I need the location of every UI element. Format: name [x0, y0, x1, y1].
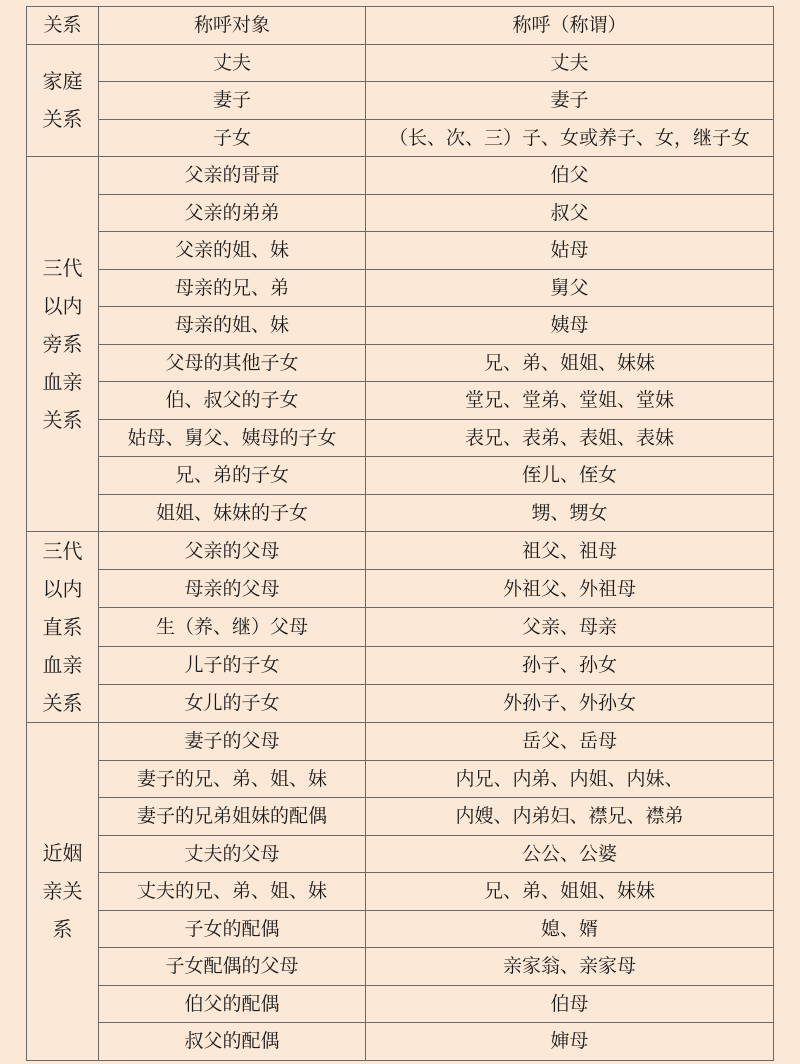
- title-cell: （长、次、三）子、女或养子、女，继子女: [366, 119, 774, 157]
- header-row: [27, 7, 774, 45]
- title-cell: 舅父: [366, 269, 774, 307]
- target-cell: 女儿的子女: [99, 684, 366, 722]
- table-row: [27, 873, 774, 911]
- table-row: [27, 835, 774, 873]
- target-cell: 伯父的配偶: [99, 985, 366, 1023]
- relation-group-label-line: 直系: [42, 615, 83, 639]
- table-row: [27, 948, 774, 986]
- title-cell: 侄儿、侄女: [366, 457, 774, 495]
- title-cell: 妻子: [366, 82, 774, 120]
- target-cell: 丈夫的兄、弟、姐、妹: [99, 873, 366, 911]
- title-cell: 丈夫: [366, 44, 774, 82]
- table-row: [27, 157, 774, 195]
- table-row: [27, 608, 774, 646]
- table-row: [27, 344, 774, 382]
- table-row: [27, 532, 774, 570]
- relation-group-label-line: 旁系: [42, 332, 83, 356]
- title-cell: 兄、弟、姐姐、妹妹: [366, 873, 774, 911]
- target-cell: 父母的其他子女: [99, 344, 366, 382]
- title-cell: 孙子、孙女: [366, 646, 774, 684]
- target-cell: 父亲的父母: [99, 532, 366, 570]
- title-cell: 外祖父、外祖母: [366, 570, 774, 608]
- relation-group-cell: [27, 44, 99, 157]
- target-cell: 母亲的姐、妹: [99, 307, 366, 345]
- target-cell: 妻子: [99, 82, 366, 120]
- target-cell: 父亲的姐、妹: [99, 232, 366, 270]
- table-row: [27, 646, 774, 684]
- target-cell: 子女的配偶: [99, 910, 366, 948]
- relation-group-label-line: 亲关: [42, 879, 83, 904]
- relation-group-label-line: 近姻: [42, 841, 83, 866]
- relation-group-label-line: 关系: [42, 408, 83, 432]
- relation-group-label-line: 家庭: [42, 69, 83, 94]
- target-cell: 丈夫: [99, 44, 366, 82]
- title-cell: 媳、婿: [366, 910, 774, 948]
- header-relation: 关系: [27, 7, 99, 45]
- relation-group-cell: [27, 723, 99, 1061]
- table-row: [27, 419, 774, 457]
- target-cell: 伯、叔父的子女: [99, 382, 366, 420]
- table-row: [27, 570, 774, 608]
- title-cell: 内嫂、内弟妇、襟兄、襟弟: [366, 798, 774, 836]
- table-header: [27, 7, 774, 45]
- target-cell: 妻子的父母: [99, 723, 366, 761]
- table-row: [27, 82, 774, 120]
- target-cell: 子女: [99, 119, 366, 157]
- target-cell: 叔父的配偶: [99, 1023, 366, 1061]
- table-row: [27, 494, 774, 532]
- title-cell: 亲家翁、亲家母: [366, 948, 774, 986]
- title-cell: 婶母: [366, 1023, 774, 1061]
- table-row: [27, 457, 774, 495]
- target-cell: 丈夫的父母: [99, 835, 366, 873]
- table-row: [27, 985, 774, 1023]
- table-row: [27, 382, 774, 420]
- title-cell: 祖父、祖母: [366, 532, 774, 570]
- target-cell: 母亲的父母: [99, 570, 366, 608]
- target-cell: 生（养、继）父母: [99, 608, 366, 646]
- relation-group-cell: [27, 157, 99, 532]
- title-cell: 表兄、表弟、表姐、表妹: [366, 419, 774, 457]
- title-cell: 内兄、内弟、内姐、内妹、: [366, 760, 774, 798]
- kinship-table: [26, 6, 774, 1061]
- target-cell: 兄、弟的子女: [99, 457, 366, 495]
- table-row: [27, 119, 774, 157]
- table-row: [27, 232, 774, 270]
- target-cell: 妻子的兄、弟、姐、妹: [99, 760, 366, 798]
- relation-group-label-line: 关系: [42, 107, 83, 132]
- header-title: 称呼（称谓）: [366, 7, 774, 45]
- table-row: [27, 194, 774, 232]
- title-cell: 姑母: [366, 232, 774, 270]
- relation-group-label-line: 三代: [42, 539, 83, 563]
- relation-group-label-line: 血亲: [42, 370, 83, 394]
- target-cell: 姐姐、妹妹的子女: [99, 494, 366, 532]
- table-row: [27, 307, 774, 345]
- table-row: [27, 723, 774, 761]
- relation-group-label-line: 以内: [42, 294, 83, 318]
- title-cell: 姨母: [366, 307, 774, 345]
- target-cell: 子女配偶的父母: [99, 948, 366, 986]
- table-row: [27, 269, 774, 307]
- title-cell: 伯母: [366, 985, 774, 1023]
- table-row: [27, 760, 774, 798]
- table-body: [27, 44, 774, 1060]
- table-row: [27, 44, 774, 82]
- title-cell: 公公、公婆: [366, 835, 774, 873]
- relation-group-label-line: 以内: [42, 577, 83, 601]
- target-cell: 父亲的弟弟: [99, 194, 366, 232]
- header-target: 称呼对象: [99, 7, 366, 45]
- title-cell: 岳父、岳母: [366, 723, 774, 761]
- title-cell: 兄、弟、姐姐、妹妹: [366, 344, 774, 382]
- title-cell: 叔父: [366, 194, 774, 232]
- target-cell: 儿子的子女: [99, 646, 366, 684]
- relation-group-label-line: 系: [52, 917, 73, 942]
- table-row: [27, 1023, 774, 1061]
- target-cell: 妻子的兄弟姐妹的配偶: [99, 798, 366, 836]
- table-row: [27, 684, 774, 722]
- title-cell: 外孙子、外孙女: [366, 684, 774, 722]
- relation-group-label-line: 关系: [42, 691, 83, 715]
- table-row: [27, 798, 774, 836]
- target-cell: 父亲的哥哥: [99, 157, 366, 195]
- title-cell: 父亲、母亲: [366, 608, 774, 646]
- relation-group-label-line: 三代: [42, 256, 83, 280]
- title-cell: 堂兄、堂弟、堂姐、堂妹: [366, 382, 774, 420]
- kinship-table-container: [26, 6, 774, 1061]
- relation-group-cell: [27, 532, 99, 723]
- target-cell: 母亲的兄、弟: [99, 269, 366, 307]
- title-cell: 伯父: [366, 157, 774, 195]
- relation-group-label-line: 血亲: [42, 653, 83, 677]
- title-cell: 甥、甥女: [366, 494, 774, 532]
- table-row: [27, 910, 774, 948]
- target-cell: 姑母、舅父、姨母的子女: [99, 419, 366, 457]
